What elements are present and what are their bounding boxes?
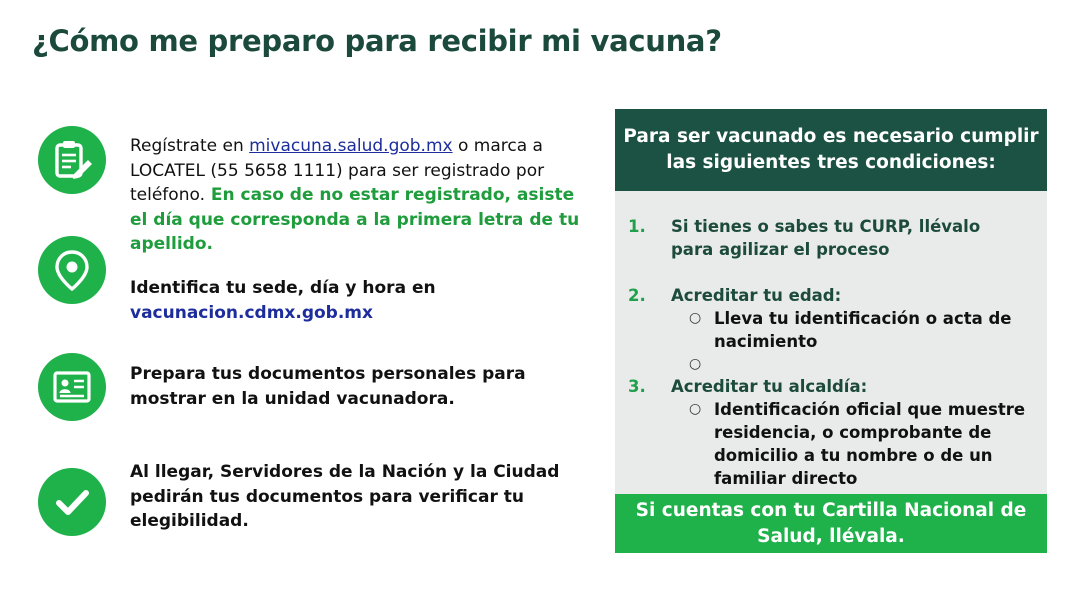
conditions-header: Para ser vacunado es necesario cumplir las siguientes tres condiciones: — [615, 109, 1047, 191]
step-documents — [130, 362, 585, 411]
vacunacion-link[interactable]: vacunacion.cdmx.gob.mx — [130, 302, 373, 323]
step-register-suffix: o marca a LOCATEL (55 5658 1111) para ser registrado por teléfono. — [130, 136, 545, 205]
step-register-prefix: Regístrate en — [130, 136, 250, 156]
id-card-icon — [38, 353, 106, 421]
bullet-circle-icon: ○ — [689, 401, 702, 417]
checkmark-icon — [38, 468, 106, 536]
clipboard-pencil-icon — [38, 126, 106, 194]
location-pin-icon — [38, 236, 106, 304]
step-location-text: Identifica tu sede, día y hora en — [130, 278, 436, 298]
sub-text: Lleva tu identificación o acta de nacimiento — [714, 309, 1012, 351]
condition-number: 3. — [628, 377, 646, 396]
step-arrival — [130, 460, 585, 534]
page-title: ¿Cómo me preparo para recibir mi vacuna? — [32, 24, 722, 58]
step-register-highlight: En caso de no estar registrado, asiste el día que corresponda a la primera letra de tu apellido. — [130, 185, 580, 254]
condition-text: Si tienes o sabes tu CURP, llévalo para agilizar el proceso — [671, 217, 981, 259]
mivacuna-link[interactable]: mivacuna.salud.gob.mx — [249, 136, 453, 156]
cartilla-footer: Si cuentas con tu Cartilla Nacional de Salud, llévala. — [615, 494, 1047, 553]
step-arrival-text: Al llegar, Servidores de la Nación y la Ciudad pedirán tus documentos para verificar tu elegibilidad. — [130, 462, 560, 531]
condition-number: 1. — [628, 217, 646, 236]
bullet-circle-icon: ○ — [689, 310, 702, 326]
step-documents-text: Prepara tus documentos personales para mostrar en la unidad vacunadora. — [130, 364, 526, 409]
sub-text: Identificación oficial que muestre residencia, o comprobante de domicilio a tu nombre o de un familiar directo — [714, 400, 1026, 488]
condition-text: Acreditar tu alcaldía: — [671, 377, 868, 396]
conditions-panel — [615, 109, 1047, 553]
step-location — [130, 276, 585, 325]
condition-text: Acreditar tu edad: — [671, 286, 842, 305]
condition-number: 2. — [628, 286, 646, 305]
step-register — [130, 134, 585, 257]
bullet-circle-icon: ○ — [689, 356, 702, 372]
